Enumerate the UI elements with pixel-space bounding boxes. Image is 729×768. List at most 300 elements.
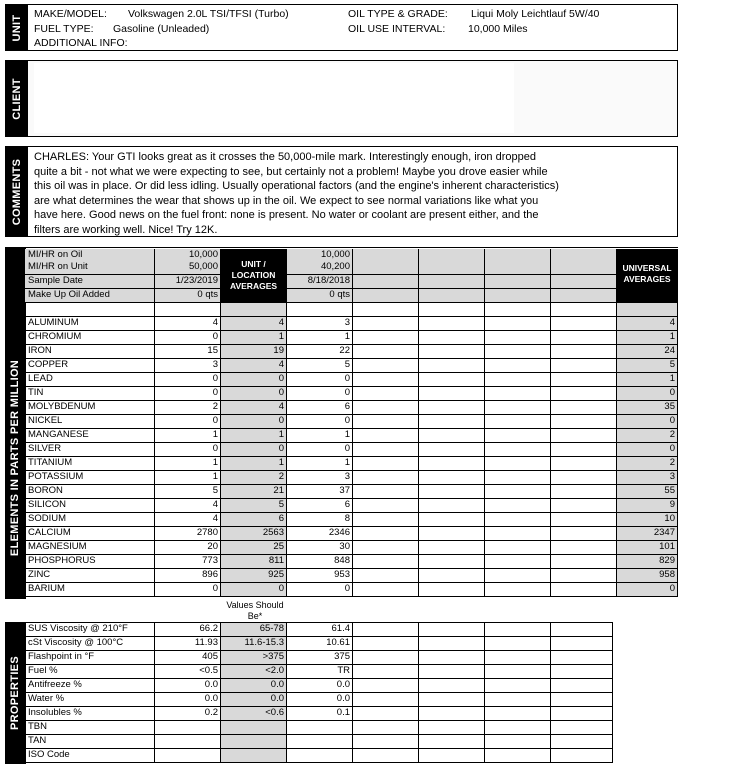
unit-side-label: UNIT bbox=[6, 5, 28, 50]
header-row-label: Sample Date bbox=[25, 275, 155, 289]
element-empty-cell bbox=[419, 583, 485, 597]
property-name: TAN bbox=[25, 735, 155, 749]
element-empty-cell bbox=[419, 513, 485, 527]
property-empty-cell bbox=[419, 679, 485, 693]
element-empty-cell bbox=[419, 443, 485, 457]
property-empty-cell bbox=[353, 735, 419, 749]
element-sample-2: 0 bbox=[287, 415, 353, 429]
property-empty-cell bbox=[551, 651, 613, 665]
element-universal-average: 55 bbox=[617, 485, 678, 499]
property-name: cSt Viscosity @ 100°C bbox=[25, 637, 155, 651]
make-model-value: Volkswagen 2.0L TSI/TFSI (Turbo) bbox=[128, 8, 289, 20]
element-empty-cell bbox=[419, 387, 485, 401]
property-empty-cell bbox=[551, 721, 613, 735]
header-empty-cell bbox=[419, 289, 485, 303]
element-unit-average: 4 bbox=[221, 359, 287, 373]
header-row-label: MI/HR on Oil bbox=[25, 249, 155, 263]
property-name: Fuel % bbox=[25, 665, 155, 679]
element-sample-1: 2780 bbox=[155, 527, 221, 541]
property-sample-1 bbox=[155, 749, 221, 763]
property-should-be bbox=[221, 735, 287, 749]
property-empty-cell bbox=[419, 735, 485, 749]
element-unit-average: 2 bbox=[221, 471, 287, 485]
comment-line: CHARLES: Your GTI looks great as it crosses the 50,000-mile mark. Interestingly enough, iron dropped bbox=[34, 151, 536, 163]
element-sample-1: 0 bbox=[155, 443, 221, 457]
property-empty-cell bbox=[485, 721, 551, 735]
property-empty-cell bbox=[419, 623, 485, 637]
element-universal-average: 0 bbox=[617, 443, 678, 457]
property-name: Insolubles % bbox=[25, 707, 155, 721]
element-empty-cell bbox=[485, 387, 551, 401]
make-model-label: MAKE/MODEL: bbox=[34, 8, 107, 20]
element-empty-cell bbox=[353, 541, 419, 555]
element-universal-average: 1 bbox=[617, 373, 678, 387]
comment-line: quite a bit - not what we were expecting to see, but certainly not a problem! Maybe you drove easier while bbox=[34, 165, 548, 178]
element-universal-average: 24 bbox=[617, 345, 678, 359]
element-name: COPPER bbox=[25, 359, 155, 373]
element-sample-1: 4 bbox=[155, 317, 221, 331]
property-sample-1: 405 bbox=[155, 651, 221, 665]
element-name: SODIUM bbox=[25, 513, 155, 527]
spacer-cell bbox=[155, 303, 221, 317]
spacer-cell bbox=[485, 303, 551, 317]
results-grid bbox=[5, 247, 678, 599]
property-name: SUS Viscosity @ 210°F bbox=[25, 623, 155, 637]
property-empty-cell bbox=[485, 665, 551, 679]
oil-interval-value: 10,000 Miles bbox=[468, 23, 528, 35]
element-empty-cell bbox=[353, 331, 419, 345]
properties-side-label: PROPERTIES bbox=[5, 622, 25, 764]
element-sample-2: 6 bbox=[287, 499, 353, 513]
element-empty-cell bbox=[485, 471, 551, 485]
property-empty-cell bbox=[485, 623, 551, 637]
property-empty-cell bbox=[353, 623, 419, 637]
element-universal-average: 5 bbox=[617, 359, 678, 373]
element-name: NICKEL bbox=[25, 415, 155, 429]
element-name: IRON bbox=[25, 345, 155, 359]
element-empty-cell bbox=[353, 317, 419, 331]
element-empty-cell bbox=[419, 359, 485, 373]
property-empty-cell bbox=[353, 665, 419, 679]
element-sample-2: 3 bbox=[287, 471, 353, 485]
property-should-be bbox=[221, 749, 287, 763]
fuel-type-value: Gasoline (Unleaded) bbox=[113, 23, 210, 35]
header-sample-2: 10,000 bbox=[287, 249, 353, 263]
header-sample-2: 0 qts bbox=[287, 289, 353, 303]
element-sample-1: 1 bbox=[155, 471, 221, 485]
element-empty-cell bbox=[485, 373, 551, 387]
element-empty-cell bbox=[485, 401, 551, 415]
header-empty-cell bbox=[551, 261, 617, 275]
element-empty-cell bbox=[551, 415, 617, 429]
element-unit-average: 19 bbox=[221, 345, 287, 359]
property-empty-cell bbox=[419, 651, 485, 665]
header-sample-2: 40,200 bbox=[287, 261, 353, 275]
header-sample-2: 8/18/2018 bbox=[287, 275, 353, 289]
property-sample-1: <0.5 bbox=[155, 665, 221, 679]
element-empty-cell bbox=[551, 457, 617, 471]
fuel-type-label: FUEL TYPE: bbox=[34, 23, 94, 35]
element-empty-cell bbox=[551, 331, 617, 345]
element-universal-average: 829 bbox=[617, 555, 678, 569]
element-empty-cell bbox=[419, 569, 485, 583]
element-sample-2: 22 bbox=[287, 345, 353, 359]
element-name: BORON bbox=[25, 485, 155, 499]
property-empty-cell bbox=[551, 679, 613, 693]
element-sample-2: 0 bbox=[287, 443, 353, 457]
element-universal-average: 1 bbox=[617, 331, 678, 345]
element-name: ZINC bbox=[25, 569, 155, 583]
element-sample-2: 30 bbox=[287, 541, 353, 555]
property-empty-cell bbox=[485, 651, 551, 665]
element-sample-1: 4 bbox=[155, 499, 221, 513]
element-unit-average: 1 bbox=[221, 429, 287, 443]
header-empty-cell bbox=[419, 275, 485, 289]
unit-section bbox=[5, 4, 678, 51]
property-empty-cell bbox=[353, 749, 419, 763]
property-empty-cell bbox=[419, 707, 485, 721]
element-name: TITANIUM bbox=[25, 457, 155, 471]
property-empty-cell bbox=[353, 651, 419, 665]
element-sample-2: 3 bbox=[287, 317, 353, 331]
property-should-be bbox=[221, 721, 287, 735]
element-empty-cell bbox=[419, 457, 485, 471]
element-empty-cell bbox=[353, 513, 419, 527]
element-universal-average: 958 bbox=[617, 569, 678, 583]
element-universal-average: 2347 bbox=[617, 527, 678, 541]
element-sample-2: 1 bbox=[287, 429, 353, 443]
header-sample-1: 10,000 bbox=[155, 249, 221, 263]
element-sample-2: 1 bbox=[287, 457, 353, 471]
spacer-cell bbox=[353, 303, 419, 317]
element-unit-average: 25 bbox=[221, 541, 287, 555]
property-sample-2: 0.1 bbox=[287, 707, 353, 721]
element-empty-cell bbox=[551, 485, 617, 499]
element-unit-average: 925 bbox=[221, 569, 287, 583]
element-universal-average: 3 bbox=[617, 471, 678, 485]
property-sample-1: 0.0 bbox=[155, 679, 221, 693]
property-should-be: >375 bbox=[221, 651, 287, 665]
element-sample-2: 8 bbox=[287, 513, 353, 527]
comment-line: have here. Good news on the fuel front: none is present. No water or coolant are present either, and the bbox=[34, 209, 539, 222]
element-name: CALCIUM bbox=[25, 527, 155, 541]
element-empty-cell bbox=[419, 555, 485, 569]
header-empty-cell bbox=[485, 261, 551, 275]
element-empty-cell bbox=[485, 569, 551, 583]
element-empty-cell bbox=[551, 345, 617, 359]
element-sample-1: 4 bbox=[155, 513, 221, 527]
header-empty-cell bbox=[485, 275, 551, 289]
property-empty-cell bbox=[419, 721, 485, 735]
element-name: ALUMINUM bbox=[25, 317, 155, 331]
element-universal-average: 0 bbox=[617, 583, 678, 597]
element-name: MOLYBDENUM bbox=[25, 401, 155, 415]
header-empty-cell bbox=[551, 275, 617, 289]
element-sample-2: 848 bbox=[287, 555, 353, 569]
property-sample-2: 0.0 bbox=[287, 679, 353, 693]
property-empty-cell bbox=[353, 679, 419, 693]
property-empty-cell bbox=[419, 749, 485, 763]
element-empty-cell bbox=[353, 429, 419, 443]
property-empty-cell bbox=[551, 693, 613, 707]
universal-averages-header: UNIVERSAL AVERAGES bbox=[617, 249, 678, 305]
element-empty-cell bbox=[551, 527, 617, 541]
element-empty-cell bbox=[485, 359, 551, 373]
header-row-label: MI/HR on Unit bbox=[25, 261, 155, 275]
element-empty-cell bbox=[353, 485, 419, 499]
property-should-be: <2.0 bbox=[221, 665, 287, 679]
element-sample-2: 5 bbox=[287, 359, 353, 373]
property-sample-2: 61.4 bbox=[287, 623, 353, 637]
element-empty-cell bbox=[485, 317, 551, 331]
element-sample-1: 2 bbox=[155, 401, 221, 415]
values-should-be-label: Values Should Be* bbox=[226, 600, 284, 621]
comment-line: are what determines the wear that shows up in the oil. We expect to see normal variations like what you bbox=[34, 194, 539, 207]
property-name: Antifreeze % bbox=[25, 679, 155, 693]
element-empty-cell bbox=[485, 429, 551, 443]
property-empty-cell bbox=[419, 665, 485, 679]
comment-line: this oil was in place. Or did less idling. Usually operational factors (and the engine's inherent characteristics) bbox=[34, 180, 559, 193]
element-empty-cell bbox=[353, 387, 419, 401]
element-empty-cell bbox=[551, 499, 617, 513]
properties-grid bbox=[5, 622, 613, 764]
element-empty-cell bbox=[485, 499, 551, 513]
element-universal-average: 4 bbox=[617, 317, 678, 331]
element-sample-1: 1 bbox=[155, 429, 221, 443]
comments-side-label: COMMENTS bbox=[6, 147, 28, 236]
element-sample-2: 6 bbox=[287, 401, 353, 415]
element-empty-cell bbox=[551, 541, 617, 555]
property-empty-cell bbox=[551, 735, 613, 749]
property-empty-cell bbox=[551, 637, 613, 651]
element-empty-cell bbox=[551, 359, 617, 373]
property-empty-cell bbox=[551, 665, 613, 679]
client-info-box bbox=[34, 63, 514, 133]
property-empty-cell bbox=[485, 693, 551, 707]
property-sample-2 bbox=[287, 749, 353, 763]
element-unit-average: 21 bbox=[221, 485, 287, 499]
element-empty-cell bbox=[353, 527, 419, 541]
element-empty-cell bbox=[485, 583, 551, 597]
element-empty-cell bbox=[419, 541, 485, 555]
spacer-cell bbox=[25, 303, 155, 317]
element-sample-1: 20 bbox=[155, 541, 221, 555]
element-empty-cell bbox=[353, 373, 419, 387]
element-empty-cell bbox=[485, 527, 551, 541]
property-empty-cell bbox=[551, 749, 613, 763]
spacer-cell bbox=[551, 303, 617, 317]
element-empty-cell bbox=[419, 429, 485, 443]
element-name: MAGNESIUM bbox=[25, 541, 155, 555]
property-sample-1: 66.2 bbox=[155, 623, 221, 637]
header-empty-cell bbox=[485, 289, 551, 303]
property-empty-cell bbox=[353, 693, 419, 707]
property-should-be: 0.0 bbox=[221, 693, 287, 707]
element-empty-cell bbox=[419, 485, 485, 499]
element-sample-1: 0 bbox=[155, 583, 221, 597]
element-empty-cell bbox=[485, 513, 551, 527]
property-name: ISO Code bbox=[25, 749, 155, 763]
comment-text bbox=[34, 150, 624, 238]
elements-side-label: ELEMENTS IN PARTS PER MILLION bbox=[5, 317, 25, 599]
property-name: TBN bbox=[25, 721, 155, 735]
element-empty-cell bbox=[551, 569, 617, 583]
header-sample-1: 1/23/2019 bbox=[155, 275, 221, 289]
property-empty-cell bbox=[353, 721, 419, 735]
element-sample-1: 773 bbox=[155, 555, 221, 569]
header-empty-cell bbox=[551, 289, 617, 303]
element-empty-cell bbox=[419, 471, 485, 485]
element-sample-1: 15 bbox=[155, 345, 221, 359]
property-empty-cell bbox=[551, 707, 613, 721]
element-empty-cell bbox=[353, 401, 419, 415]
property-name: Flashpoint in °F bbox=[25, 651, 155, 665]
property-name: Water % bbox=[25, 693, 155, 707]
element-sample-2: 2346 bbox=[287, 527, 353, 541]
header-empty-cell bbox=[419, 261, 485, 275]
property-empty-cell bbox=[353, 637, 419, 651]
element-empty-cell bbox=[551, 471, 617, 485]
header-empty-cell bbox=[353, 275, 419, 289]
element-unit-average: 0 bbox=[221, 373, 287, 387]
element-empty-cell bbox=[551, 513, 617, 527]
element-unit-average: 5 bbox=[221, 499, 287, 513]
element-name: SILVER bbox=[25, 443, 155, 457]
property-sample-1 bbox=[155, 735, 221, 749]
element-empty-cell bbox=[353, 443, 419, 457]
property-sample-1: 11.93 bbox=[155, 637, 221, 651]
spacer-cell bbox=[287, 303, 353, 317]
element-unit-average: 0 bbox=[221, 387, 287, 401]
element-empty-cell bbox=[485, 541, 551, 555]
element-unit-average: 0 bbox=[221, 443, 287, 457]
property-sample-2 bbox=[287, 721, 353, 735]
element-unit-average: 811 bbox=[221, 555, 287, 569]
element-sample-1: 5 bbox=[155, 485, 221, 499]
element-empty-cell bbox=[353, 359, 419, 373]
element-unit-average: 1 bbox=[221, 331, 287, 345]
property-sample-2: 0.0 bbox=[287, 693, 353, 707]
element-unit-average: 1 bbox=[221, 457, 287, 471]
element-unit-average: 0 bbox=[221, 415, 287, 429]
element-empty-cell bbox=[419, 317, 485, 331]
element-empty-cell bbox=[419, 345, 485, 359]
element-universal-average: 2 bbox=[617, 457, 678, 471]
element-sample-1: 0 bbox=[155, 415, 221, 429]
element-sample-2: 1 bbox=[287, 331, 353, 345]
property-empty-cell bbox=[485, 637, 551, 651]
element-unit-average: 4 bbox=[221, 401, 287, 415]
element-sample-2: 953 bbox=[287, 569, 353, 583]
element-empty-cell bbox=[419, 499, 485, 513]
property-should-be: 65-78 bbox=[221, 623, 287, 637]
element-empty-cell bbox=[353, 471, 419, 485]
header-sample-1: 0 qts bbox=[155, 289, 221, 303]
element-empty-cell bbox=[353, 345, 419, 359]
spacer-cell bbox=[617, 303, 678, 317]
oil-type-value: Liqui Moly Leichtlauf 5W/40 bbox=[471, 8, 600, 20]
property-sample-1: 0.2 bbox=[155, 707, 221, 721]
element-empty-cell bbox=[551, 429, 617, 443]
element-empty-cell bbox=[485, 415, 551, 429]
element-universal-average: 2 bbox=[617, 429, 678, 443]
element-empty-cell bbox=[353, 415, 419, 429]
grid-header-side-block bbox=[5, 247, 25, 317]
element-sample-1: 896 bbox=[155, 569, 221, 583]
element-empty-cell bbox=[419, 373, 485, 387]
property-should-be: <0.6 bbox=[221, 707, 287, 721]
element-empty-cell bbox=[551, 583, 617, 597]
element-empty-cell bbox=[485, 555, 551, 569]
element-empty-cell bbox=[419, 527, 485, 541]
element-name: PHOSPHORUS bbox=[25, 555, 155, 569]
element-empty-cell bbox=[485, 345, 551, 359]
property-empty-cell bbox=[485, 749, 551, 763]
spacer-cell bbox=[419, 303, 485, 317]
element-sample-1: 3 bbox=[155, 359, 221, 373]
element-empty-cell bbox=[551, 387, 617, 401]
element-empty-cell bbox=[353, 499, 419, 513]
element-name: BARIUM bbox=[25, 583, 155, 597]
element-universal-average: 10 bbox=[617, 513, 678, 527]
property-empty-cell bbox=[551, 623, 613, 637]
element-unit-average: 0 bbox=[221, 583, 287, 597]
property-empty-cell bbox=[485, 707, 551, 721]
comment-line: filters are working well. Nice! Try 12K. bbox=[34, 223, 218, 236]
header-empty-cell bbox=[353, 289, 419, 303]
property-should-be: 0.0 bbox=[221, 679, 287, 693]
element-name: LEAD bbox=[25, 373, 155, 387]
element-universal-average: 0 bbox=[617, 415, 678, 429]
element-empty-cell bbox=[353, 457, 419, 471]
element-unit-average: 4 bbox=[221, 317, 287, 331]
element-empty-cell bbox=[419, 415, 485, 429]
header-row-label: Make Up Oil Added bbox=[25, 289, 155, 303]
element-sample-1: 0 bbox=[155, 373, 221, 387]
property-sample-1 bbox=[155, 721, 221, 735]
additional-info-label: ADDITIONAL INFO: bbox=[34, 37, 128, 49]
property-empty-cell bbox=[353, 707, 419, 721]
element-empty-cell bbox=[485, 443, 551, 457]
element-empty-cell bbox=[353, 555, 419, 569]
element-name: MANGANESE bbox=[25, 429, 155, 443]
element-universal-average: 101 bbox=[617, 541, 678, 555]
element-empty-cell bbox=[353, 583, 419, 597]
element-empty-cell bbox=[485, 485, 551, 499]
element-sample-2: 37 bbox=[287, 485, 353, 499]
header-empty-cell bbox=[353, 261, 419, 275]
element-sample-2: 0 bbox=[287, 583, 353, 597]
comments-section bbox=[5, 146, 678, 237]
element-empty-cell bbox=[485, 331, 551, 345]
client-section bbox=[5, 60, 678, 137]
element-sample-2: 0 bbox=[287, 387, 353, 401]
property-empty-cell bbox=[485, 679, 551, 693]
property-sample-2: 10.61 bbox=[287, 637, 353, 651]
element-empty-cell bbox=[419, 401, 485, 415]
element-name: TIN bbox=[25, 387, 155, 401]
property-empty-cell bbox=[485, 735, 551, 749]
property-should-be: 11.6-15.3 bbox=[221, 637, 287, 651]
element-name: POTASSIUM bbox=[25, 471, 155, 485]
element-name: CHROMIUM bbox=[25, 331, 155, 345]
element-empty-cell bbox=[353, 569, 419, 583]
oil-interval-label: OIL USE INTERVAL: bbox=[348, 23, 446, 35]
element-universal-average: 0 bbox=[617, 387, 678, 401]
element-unit-average: 2563 bbox=[221, 527, 287, 541]
element-empty-cell bbox=[551, 373, 617, 387]
element-empty-cell bbox=[551, 443, 617, 457]
